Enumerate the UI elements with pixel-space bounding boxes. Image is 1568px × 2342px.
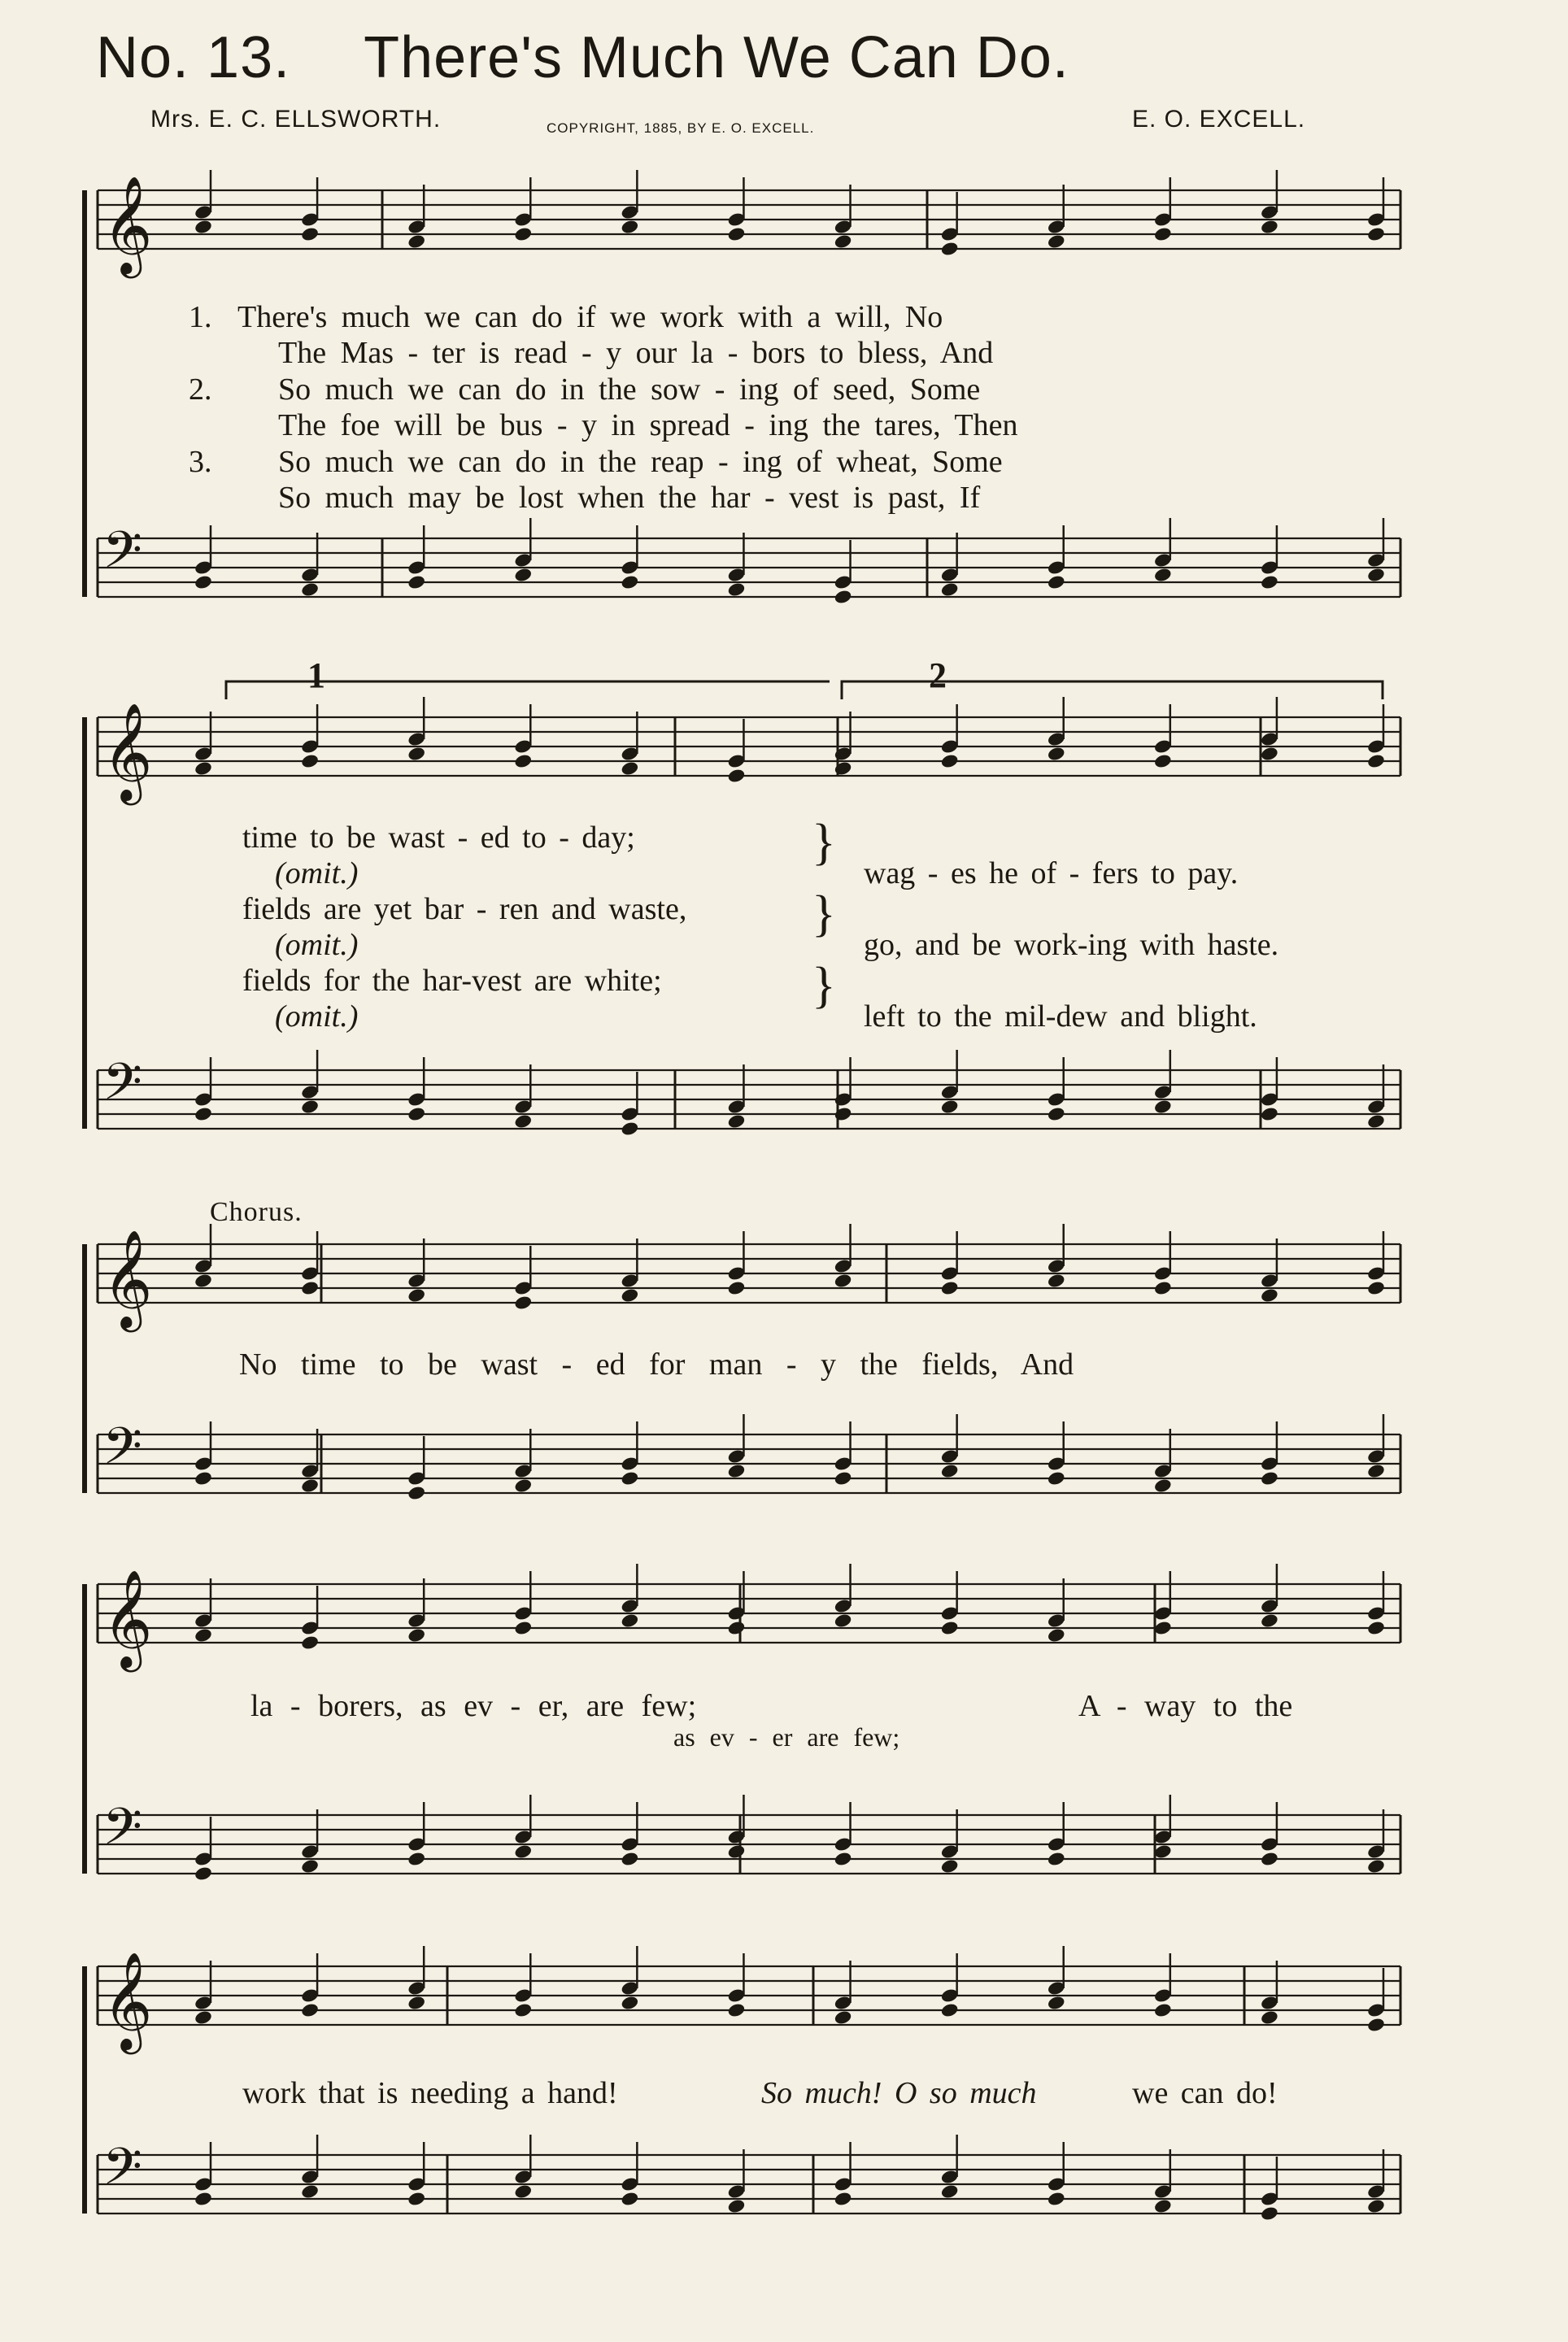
brace-1: } (812, 815, 836, 870)
ending-2-label: 2 (929, 655, 947, 695)
refrain-omit-2: (omit.) (275, 928, 359, 962)
note-head (727, 581, 747, 598)
note-head (1366, 2017, 1386, 2033)
composer-credit: E. O. EXCELL. (1132, 106, 1306, 133)
note-head (1260, 574, 1279, 590)
note-head (1260, 1613, 1279, 1629)
note-head (407, 1287, 426, 1304)
note-head (1047, 2191, 1066, 2207)
refrain-lyric-3: fields for the har-vest are white; (242, 964, 662, 998)
note-head (1260, 1470, 1279, 1487)
note-head (194, 219, 213, 235)
note-head (194, 1106, 213, 1122)
chorus-line-3-emphasis: So much! O so much (761, 2076, 1037, 2110)
note-head (1153, 753, 1173, 769)
note-head (834, 1273, 853, 1289)
verse-number-1: 1. (189, 300, 212, 334)
note-head (834, 1470, 853, 1487)
note-head (940, 1280, 960, 1296)
chorus-label: Chorus. (210, 1197, 303, 1227)
note-head (407, 1851, 426, 1867)
note-head (834, 2191, 853, 2207)
chorus-line-2: la - borers, as ev - er, are few; (250, 1689, 697, 1723)
bass-clef: 𝄢 (102, 520, 142, 592)
note-head (407, 1995, 426, 2011)
note-head (727, 1844, 747, 1860)
chorus-line-1: No time to be wast - ed for man - y the fields, And (239, 1347, 1074, 1382)
note-head (940, 1620, 960, 1636)
note-head (727, 226, 747, 242)
note-head (300, 2002, 320, 2018)
note-head (940, 1463, 960, 1479)
note-head (194, 760, 213, 777)
note-head (1366, 567, 1386, 583)
note-head (1153, 1099, 1173, 1115)
note-head (1366, 1463, 1386, 1479)
ending-1-label: 1 (307, 655, 325, 695)
note-head (1260, 1287, 1279, 1304)
note-head (1047, 1470, 1066, 1487)
note-head (621, 2191, 640, 2207)
note-head (407, 1627, 426, 1643)
note-head (621, 760, 640, 777)
note-head (513, 1844, 533, 1860)
treble-clef: 𝄞 (102, 702, 153, 801)
verse-number-3: 3. (189, 445, 212, 479)
note-head (407, 1106, 426, 1122)
note-head (1153, 2002, 1173, 2018)
note-head (727, 1280, 747, 1296)
note-head (1047, 1851, 1066, 1867)
note-head (727, 768, 747, 784)
note-head (1260, 1851, 1279, 1867)
refrain-end-3: left to the mil-dew and blight. (864, 999, 1257, 1034)
brace-2: } (812, 886, 836, 942)
refrain-omit-3: (omit.) (275, 999, 359, 1034)
treble-clef: 𝄞 (102, 175, 153, 274)
note-head (407, 2191, 426, 2207)
note-head (1047, 746, 1066, 762)
note-head (1047, 233, 1066, 250)
hymn-number: No. 13. (96, 25, 291, 90)
note-head (407, 233, 426, 250)
note-head (194, 574, 213, 590)
note-head (1153, 2198, 1173, 2214)
note-head (513, 1478, 533, 1494)
note-head (727, 1620, 747, 1636)
note-head (1366, 226, 1386, 242)
bass-clef: 𝄢 (102, 1416, 142, 1488)
note-head (1153, 567, 1173, 583)
note-head (194, 1273, 213, 1289)
note-head (834, 1106, 853, 1122)
note-head (1047, 1627, 1066, 1643)
note-head (940, 2002, 960, 2018)
note-head (194, 1865, 213, 1882)
note-head (727, 1463, 747, 1479)
note-head (300, 1858, 320, 1874)
note-head (194, 1627, 213, 1643)
note-head (1153, 226, 1173, 242)
note-head (513, 226, 533, 242)
note-head (727, 1113, 747, 1130)
lyric-line-1: There's much we can do if we work with a will, No (237, 300, 943, 334)
note-head (621, 574, 640, 590)
note-head (621, 1995, 640, 2011)
note-head (407, 574, 426, 590)
note-head (834, 589, 853, 605)
lyric-line-5: So much we can do in the reap - ing of wheat, Some (278, 445, 1003, 479)
note-head (300, 1635, 320, 1651)
note-head (1153, 1280, 1173, 1296)
note-head (513, 2002, 533, 2018)
note-head (621, 1287, 640, 1304)
note-head (940, 241, 960, 257)
note-head (621, 1121, 640, 1137)
note-head (727, 2198, 747, 2214)
note-head (1260, 1106, 1279, 1122)
note-head (513, 1620, 533, 1636)
note-head (621, 1851, 640, 1867)
note-head (1153, 1620, 1173, 1636)
note-head (194, 1470, 213, 1487)
note-head (940, 1099, 960, 1115)
note-head (621, 1613, 640, 1629)
lyric-line-4: The foe will be bus - y in spread - ing the tares, Then (278, 408, 1018, 442)
brace-3: } (812, 958, 836, 1013)
note-head (300, 1280, 320, 1296)
note-head (1260, 219, 1279, 235)
note-head (1366, 1280, 1386, 1296)
note-head (300, 1478, 320, 1494)
note-head (834, 1613, 853, 1629)
note-head (194, 2009, 213, 2026)
note-head (834, 233, 853, 250)
note-head (300, 2183, 320, 2200)
note-head (1153, 1478, 1173, 1494)
note-head (1153, 1844, 1173, 1860)
note-head (940, 581, 960, 598)
author-credit: Mrs. E. C. ELLSWORTH. (150, 106, 442, 133)
bass-clef: 𝄢 (102, 1051, 142, 1124)
copyright-notice: COPYRIGHT, 1885, BY E. O. EXCELL. (547, 120, 815, 136)
note-head (513, 567, 533, 583)
treble-clef: 𝄞 (102, 1569, 153, 1668)
bass-clef: 𝄢 (102, 2136, 142, 2209)
bass-clef: 𝄢 (102, 1796, 142, 1869)
note-head (300, 581, 320, 598)
note-head (513, 753, 533, 769)
note-head (194, 2191, 213, 2207)
clef-signs (102, 175, 152, 2209)
note-head (1366, 2198, 1386, 2214)
note-head (1047, 1273, 1066, 1289)
note-head (513, 2183, 533, 2200)
lyric-line-2: The Mas - ter is read - y our la - bors to bless, And (278, 336, 994, 370)
chorus-alto-echo: as ev - er are few; (673, 1722, 900, 1752)
note-head (1366, 1858, 1386, 1874)
lyric-line-6: So much may be lost when the har - vest is past, If (278, 481, 981, 515)
treble-clef: 𝄞 (102, 1951, 153, 2050)
verse-number-2: 2. (189, 372, 212, 407)
note-head (834, 760, 853, 777)
note-head (1047, 1106, 1066, 1122)
note-head (300, 226, 320, 242)
note-head (727, 2002, 747, 2018)
note-head (300, 1099, 320, 1115)
note-head (1260, 746, 1279, 762)
note-head (513, 1113, 533, 1130)
chorus-line-3-end: we can do! (1132, 2076, 1278, 2110)
note-head (1260, 2205, 1279, 2222)
lyric-line-3: So much we can do in the sow - ing of seed, Some (278, 372, 981, 407)
refrain-lyric-1: time to be wast - ed to - day; (242, 821, 635, 855)
hymn-title: There's Much We Can Do. (364, 25, 1069, 90)
note-head (940, 1858, 960, 1874)
note-head (621, 219, 640, 235)
note-head (1047, 1995, 1066, 2011)
refrain-end-2: go, and be work-ing with haste. (864, 928, 1279, 962)
treble-clef: 𝄞 (102, 1229, 153, 1328)
note-head (1366, 1620, 1386, 1636)
note-head (407, 1485, 426, 1501)
note-head (940, 2183, 960, 2200)
refrain-end-1: wag - es he of - fers to pay. (864, 856, 1239, 890)
note-head (834, 1851, 853, 1867)
note-head (940, 753, 960, 769)
note-head (1260, 2009, 1279, 2026)
note-head (834, 2009, 853, 2026)
note-head (300, 753, 320, 769)
note-head (621, 1470, 640, 1487)
chorus-line-2-end: A - way to the (1078, 1689, 1293, 1723)
note-head (1366, 753, 1386, 769)
refrain-omit-1: (omit.) (275, 856, 359, 890)
volta-brackets (226, 681, 1383, 699)
note-head (1366, 1113, 1386, 1130)
note-head (407, 746, 426, 762)
refrain-lyric-2: fields are yet bar - ren and waste, (242, 892, 687, 926)
note-head (513, 1295, 533, 1311)
chorus-line-3: work that is needing a hand! (242, 2076, 618, 2110)
note-head (1047, 574, 1066, 590)
